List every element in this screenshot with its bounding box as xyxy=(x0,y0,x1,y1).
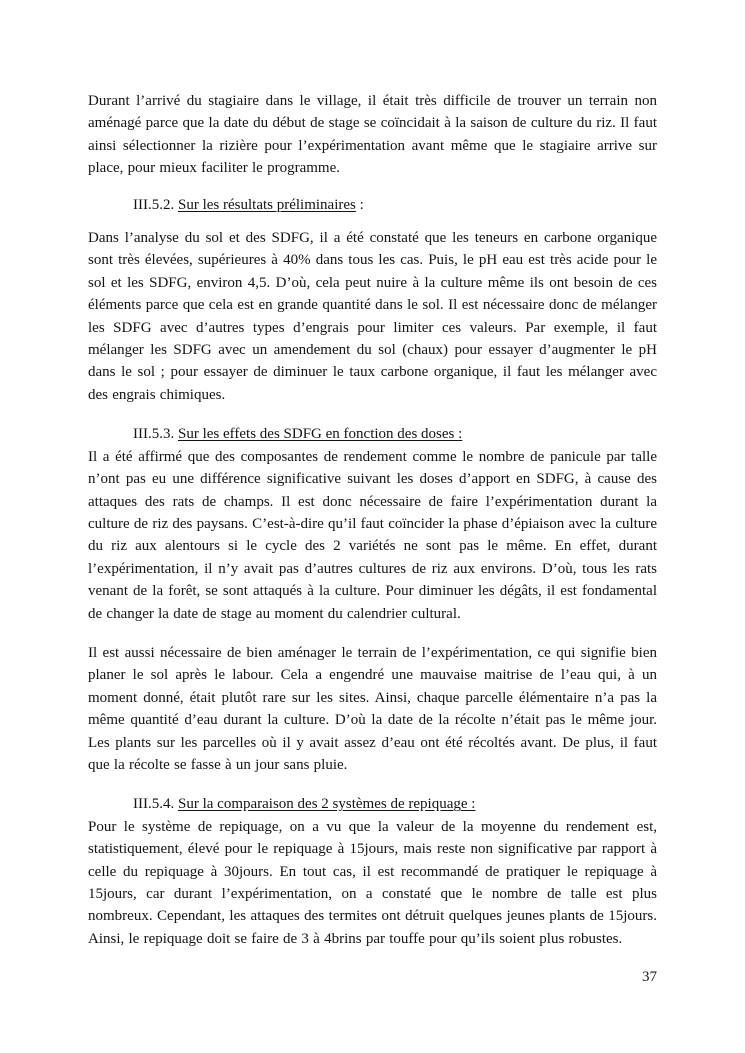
section-number-352: III.5.2. xyxy=(133,196,178,213)
section-heading-352 xyxy=(88,194,657,216)
section-body-352: Dans l’analyse du sol et des SDFG, il a été constaté que les teneurs en carbone organique sont très élevées, supérieures à 40% dans tous les cas. Puis, le pH eau est très acide pour le sol et les SDFG, environ 4,5. D’où, cela peut nuire à la culture même ils ont besoin de ces éléments parce que cela est en grande quantité dans le sol. Il est nécessaire donc de mélanger les SDFG avec d’autres types d’engrais pour limiter ces valeurs. Par exemple, il faut mélanger les SDFG avec un amendement du sol (chaux) pour essayer d’augmenter le pH dans le sol ; pour essayer de diminuer le taux carbone organique, il faut les mélanger avec des engrais chimiques. xyxy=(88,230,657,403)
amenagement-paragraph: Il est aussi nécessaire de bien aménager le terrain de l’expérimentation, ce qui signifie bien planer le sol après le labour. Cela a engendré une mauvaise maitrise de l’eau qui, à un moment donné, était plutôt rare sur les sites. Ainsi, chaque parcelle élémentaire n’a pas la même quantité d’eau durant la culture. D’où la date de la récolte n’était pas le même jour. Les plants sur les parcelles où il y avait assez d’eau ont été récoltés avant. De plus, il faut que la récolte se fasse à un jour sans pluie. xyxy=(88,644,657,773)
section-heading-353 xyxy=(88,423,657,445)
section-body-354: Pour le système de repiquage, on a vu que la valeur de la moyenne du rendement est, statistiquement, élevé pour le repiquage à 15jours, mais reste non significative par rapport à celle du repiquage à 30jours. En tout cas, il est recommandé de pratiquer le repiquage à 15jours, car durant l’expérimentation, on a constaté que le nombre de talle est plus nombreux. Cependant, les attaques des termites ont détruit quelques jeunes plants de 15jours. Ainsi, le repiquage doit se faire de 3 à 4brins par touffe pour qu’ils soient plus robustes. xyxy=(88,818,657,947)
section-number-353: III.5.3. xyxy=(133,426,178,443)
page-number: 37 xyxy=(642,969,657,985)
intro-paragraph: Durant l’arrivé du stagiaire dans le village, il était très difficile de trouver un terrain non aménagé parce que la date du début de stage se coïncidait à la saison de culture du riz. Il faut ainsi sélectionner la rizière pour l’expérimentation avant même que le stagiaire arrive sur place, pour mieux faciliter le programme. xyxy=(88,93,657,177)
section-heading-354 xyxy=(88,793,657,815)
section-title-352: Sur les résultats préliminaires xyxy=(178,196,356,213)
section-title-352-suffix: : xyxy=(355,196,364,213)
section-title-353: Sur les effets des SDFG en fonction des doses : xyxy=(178,426,463,443)
text-block xyxy=(88,90,657,950)
section-body-353: Il a été affirmé que des composantes de rendement comme le nombre de panicule par talle n’ont pas eu une différence significative suivant les doses d’apport en SDFG, à cause des attaques des rats de champs. Il est donc nécessaire de faire l’expérimentation durant la culture de riz des paysans. C’est-à-dire qu’il faut coïncider la phase d’épiaison avec la culture du riz aux alentours si le cycle des 2 variétés ne sont pas le même. En effet, durant l’expérimentation, il n’y avait pas d’autres cultures de riz aux environs. D’où, tous les rats venant de la forêt, se sont attaqués à la culture. Pour diminuer les dégâts, il est fondamental de changer la date de stage au moment du calendrier cultural. xyxy=(88,448,657,622)
section-title-354: Sur la comparaison des 2 systèmes de repiquage : xyxy=(178,796,476,813)
section-number-354: III.5.4. xyxy=(133,796,178,813)
